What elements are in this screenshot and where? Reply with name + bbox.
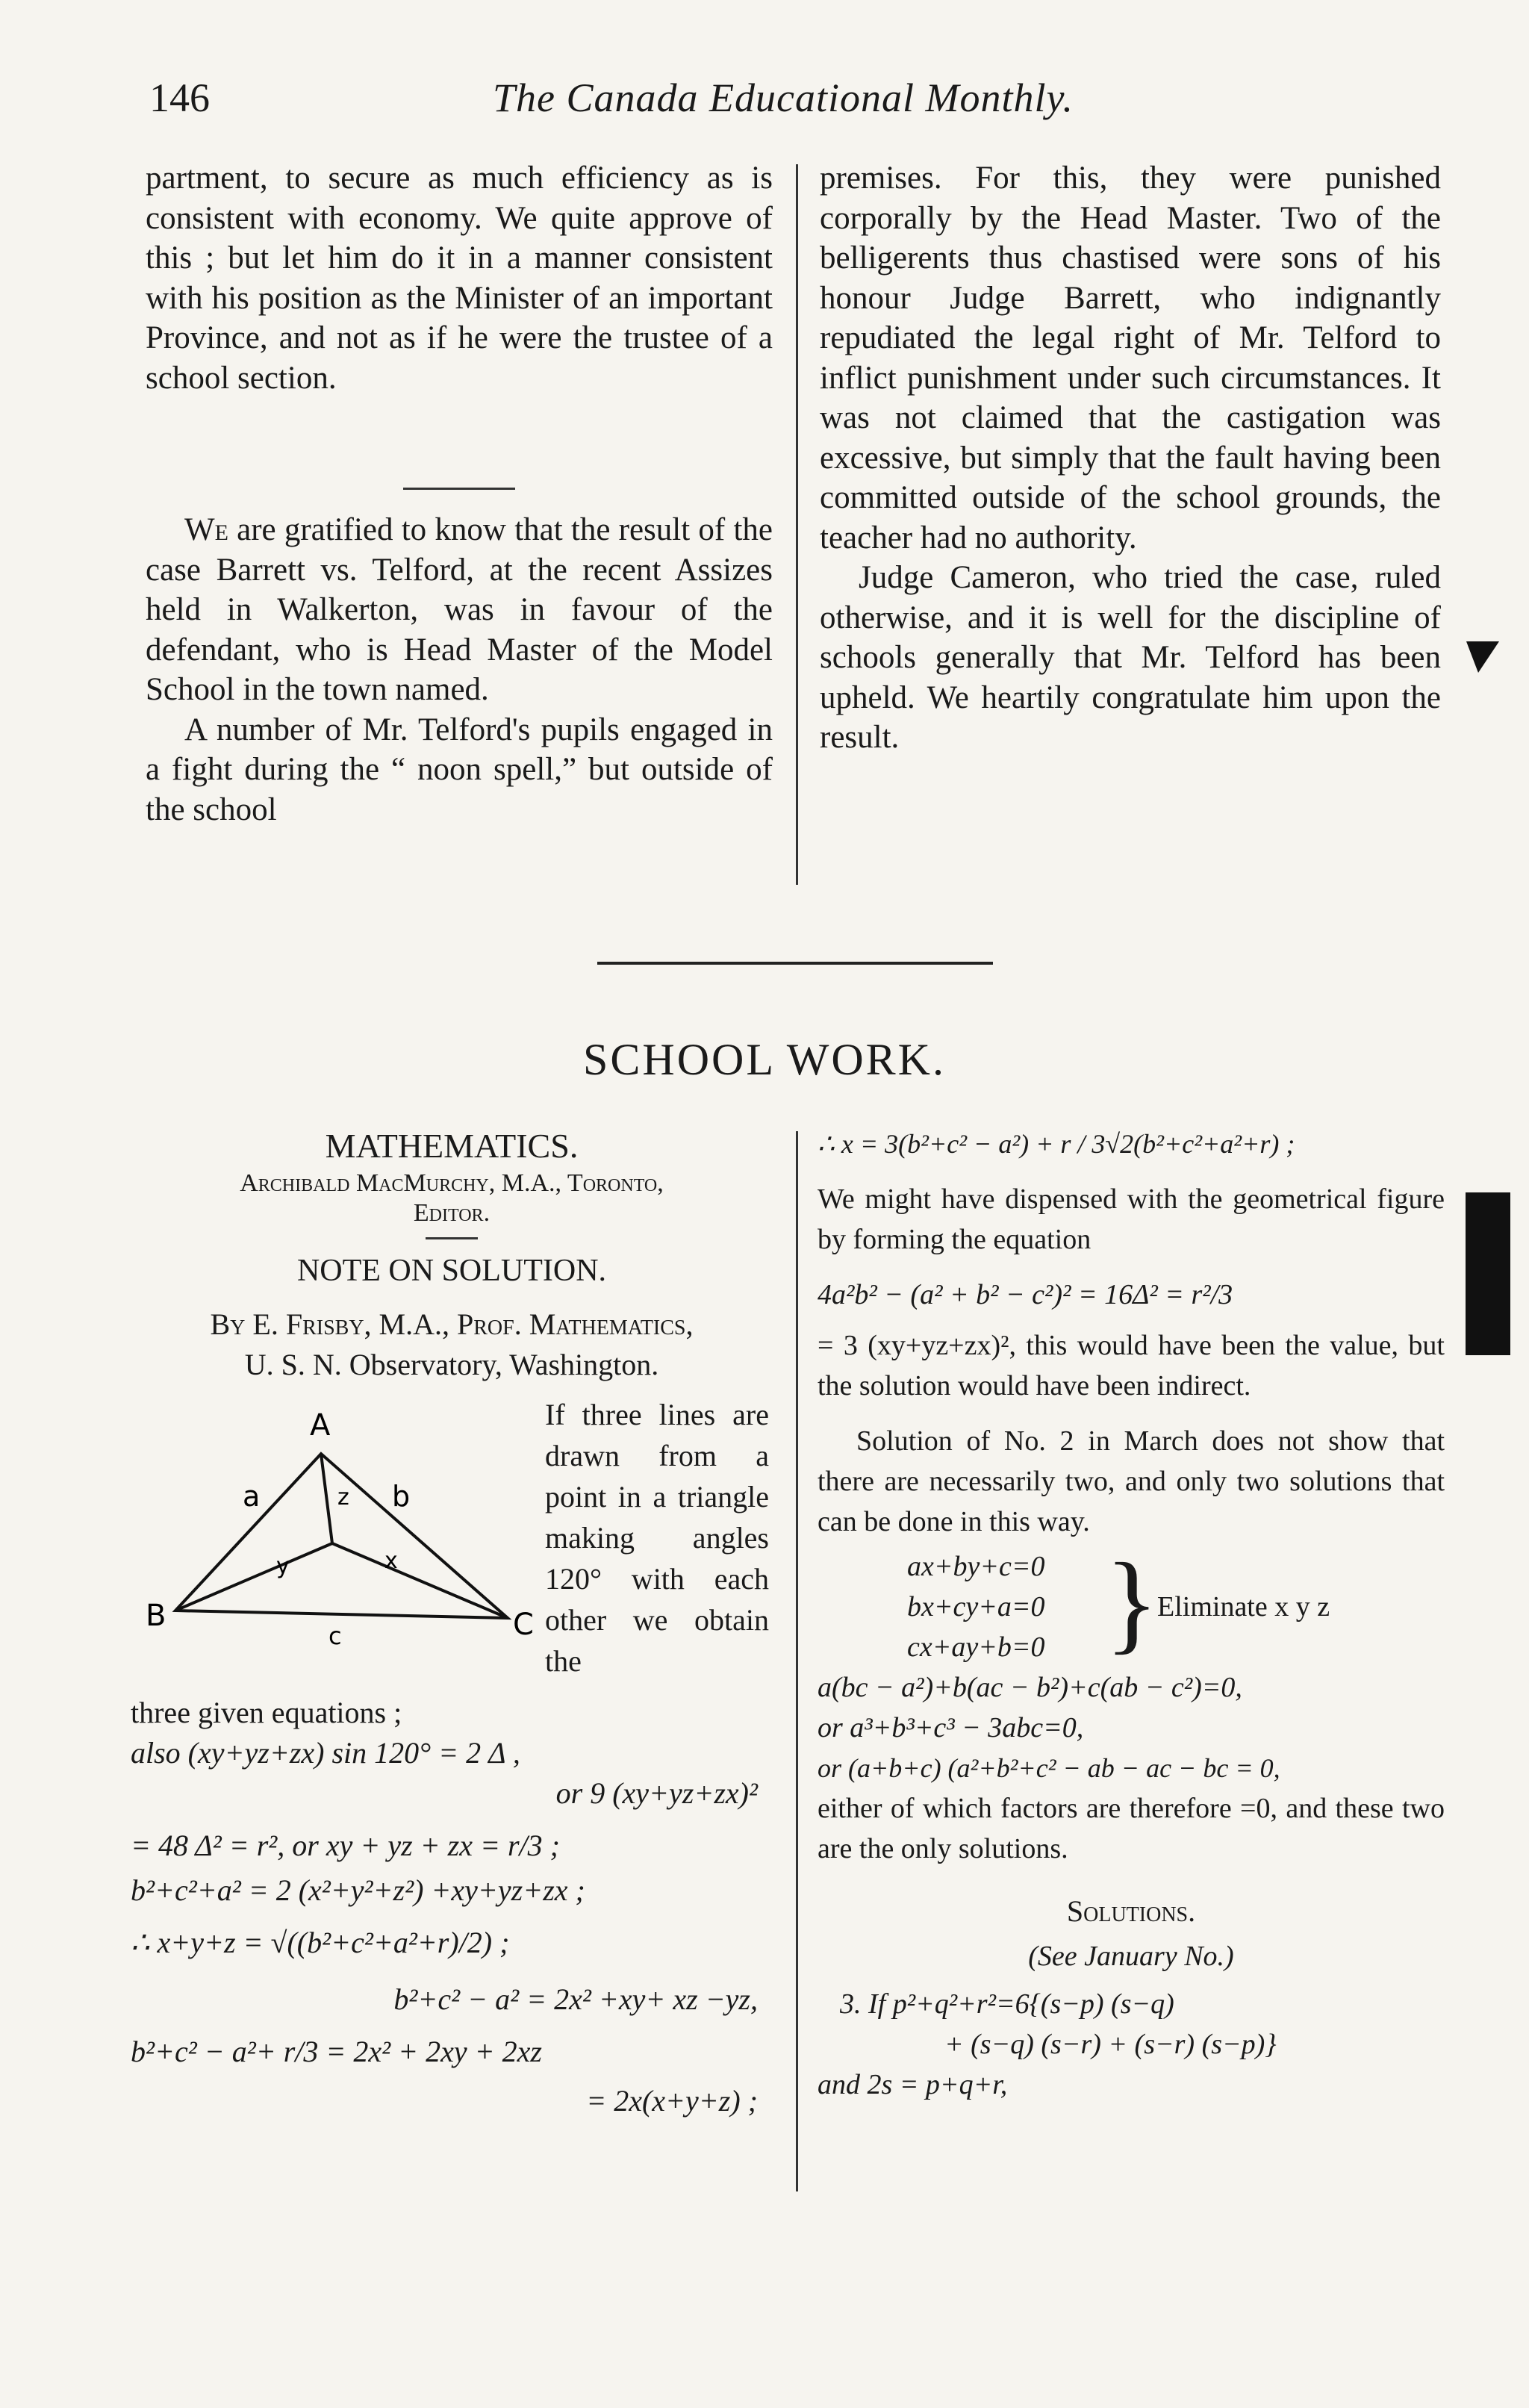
vertex-label-c: C — [513, 1608, 534, 1642]
system-eq-2: bx+cy+a=0 — [907, 1591, 1045, 1623]
paragraph-barrett-case — [146, 510, 773, 710]
paragraph-punishment: premises. For this, they were punished corporally by the Head Master. Two of the belligerents thus chastised were sons of his honour Judge Barrett, who indignantly repudiated the legal right of Mr. Telford to inflict punishment under such circumstances. It was not claimed that the castigation was excessive, but simply that the fault having been committed outside of the school grounds, the teacher had no authority. — [820, 161, 1441, 556]
segment-label-x: x — [384, 1548, 398, 1574]
mathematics-column — [131, 1124, 773, 2121]
paragraph-geometric-figure: We might have dispensed with the geometrical figure by forming the equation — [818, 1183, 1445, 1255]
heading-rule — [426, 1237, 478, 1239]
margin-black-bar — [1466, 1192, 1510, 1355]
continuation-text: three given equations ; — [131, 1696, 402, 1729]
paragraph-indirect: = 3 (xy+yz+zx)², this would have been the value, but the solution would have been indirect. — [818, 1330, 1445, 1401]
see-january-note: (See January No.) — [1028, 1941, 1234, 1972]
triangle-figure — [146, 1394, 541, 1678]
author-line-2: U. S. N. Observatory, Washington. — [244, 1348, 659, 1381]
figure-caption-text: If three lines are drawn from a point in a triangle making angles 120° with each other we obtain the — [545, 1398, 769, 1678]
paragraph-economy: partment, to secure as much efficiency as is consistent with economy. We quite approve of this ; but let him do it in a manner consistent with his position as the Minister of an important Province, and not as if he were the trustee of a school section. — [146, 161, 773, 396]
paragraph-barrett-text: are gratified to know that the result of the case Barrett vs. Telford, at the recent Assizes held in Walkerton, was in favour of the defendant, who is Head Master of the Model School in the town named. — [146, 512, 773, 707]
segment-label-z: z — [337, 1484, 349, 1511]
equation-6: b²+c² − a² = 2x² +xy+ xz −yz, — [393, 1982, 758, 2016]
paragraph-only-solutions: either of which factors are therefore =0, and these two are the only solutions. — [818, 1793, 1445, 1864]
author-line-1: By E. Frisby, M.A., Prof. Mathematics, — [210, 1307, 694, 1341]
figure-row — [131, 1394, 773, 1693]
column-rule-bottom — [796, 1131, 798, 2191]
paragraph-judge-cameron: Judge Cameron, who tried the case, ruled otherwise, and it is well for the discipline of schools generally that Mr. Telford has been upheld. We heartily congratulate him upon the result. — [820, 560, 1441, 755]
top-left-column — [146, 158, 773, 830]
editor-line-2: Editor. — [413, 1199, 491, 1227]
column-rule-top — [796, 164, 798, 885]
heading-rule-wrap — [131, 1228, 773, 1251]
equation-2: or 9 (xy+yz+zx)² — [555, 1776, 758, 1810]
page-number: 146 — [149, 75, 210, 120]
equation-4: b²+c²+a² = 2 (x²+y²+z²) +xy+yz+zx ; — [131, 1873, 585, 1907]
side-label-a: a — [243, 1480, 261, 1513]
solutions-heading: Solutions. — [1066, 1894, 1196, 1928]
solution-3-line-1: 3. If p²+q²+r²=6{(s−p) (s−q) — [840, 1988, 1174, 2020]
segment-label-y: y — [276, 1553, 290, 1579]
editor-line-1: Archibald MacMurchy, M.A., Toronto, — [240, 1169, 664, 1197]
system-eq-1: ax+by+c=0 — [907, 1551, 1045, 1582]
system-eq-3: cx+ay+b=0 — [907, 1631, 1045, 1663]
side-label-c: c — [328, 1622, 342, 1650]
paragraph-pupils-fight: A number of Mr. Telford's pupils engaged in a fight during the “ noon spell,” but outside of the school — [146, 712, 773, 827]
equation-area: 4a²b² − (a² + b² − c²)² = 16Δ² = r²/3 — [818, 1279, 1233, 1310]
system-brace: } — [1105, 1540, 1159, 1664]
solution-3-line-2: + (s−q) (s−r) + (s−r) (s−p)} — [944, 2029, 1277, 2060]
elimination-eq-2: or a³+b³+c³ − 3abc=0, — [818, 1712, 1084, 1743]
note-title: NOTE ON SOLUTION. — [296, 1254, 607, 1288]
equation-1: also (xy+yz+zx) sin 120° = 2 Δ , — [131, 1736, 520, 1770]
section-divider-long — [597, 962, 993, 965]
running-title: The Canada Educational Monthly. — [493, 75, 1074, 120]
side-label-b: b — [392, 1480, 411, 1513]
equation-5: ∴ x+y+z = √((b²+c²+a²+r)/2) ; — [131, 1926, 510, 1959]
vertex-label-b: B — [146, 1599, 166, 1633]
equation-8: = 2x(x+y+z) ; — [586, 2084, 758, 2118]
vertex-label-a: A — [310, 1408, 331, 1443]
eliminate-text: Eliminate x y z — [1157, 1591, 1330, 1623]
paragraph-solution-no2: Solution of No. 2 in March does not show that there are necessarily two, and only two solutions that can be done in this way. — [818, 1425, 1445, 1537]
section-divider-short — [403, 488, 515, 490]
equation-7: b²+c² − a²+ r/3 = 2x² + 2xy + 2xz — [131, 2035, 542, 2068]
elimination-eq-1: a(bc − a²)+b(ac − b²)+c(ab − c²)=0, — [818, 1672, 1242, 1703]
paragraph-lead-word: We — [184, 512, 228, 547]
equation-x-value: ∴ x = 3(b²+c² − a²) + r / 3√2(b²+c²+a²+r) ; — [818, 1129, 1295, 1159]
equation-3: = 48 Δ² = r², or xy + yz + zx = r/3 ; — [131, 1829, 560, 1862]
equation-system — [818, 1540, 1445, 1667]
section-title: SCHOOL WORK. — [582, 1035, 947, 1084]
elimination-eq-3: or (a+b+c) (a²+b²+c² − ab − ac − bc = 0, — [818, 1753, 1280, 1783]
margin-arrow-mark — [1465, 638, 1502, 676]
right-math-column — [818, 1124, 1445, 2105]
page-header — [149, 75, 1419, 134]
top-right-column — [820, 158, 1441, 758]
solution-3-line-3: and 2s = p+q+r, — [818, 2069, 1008, 2100]
mathematics-heading: MATHEMATICS. — [325, 1127, 579, 1165]
